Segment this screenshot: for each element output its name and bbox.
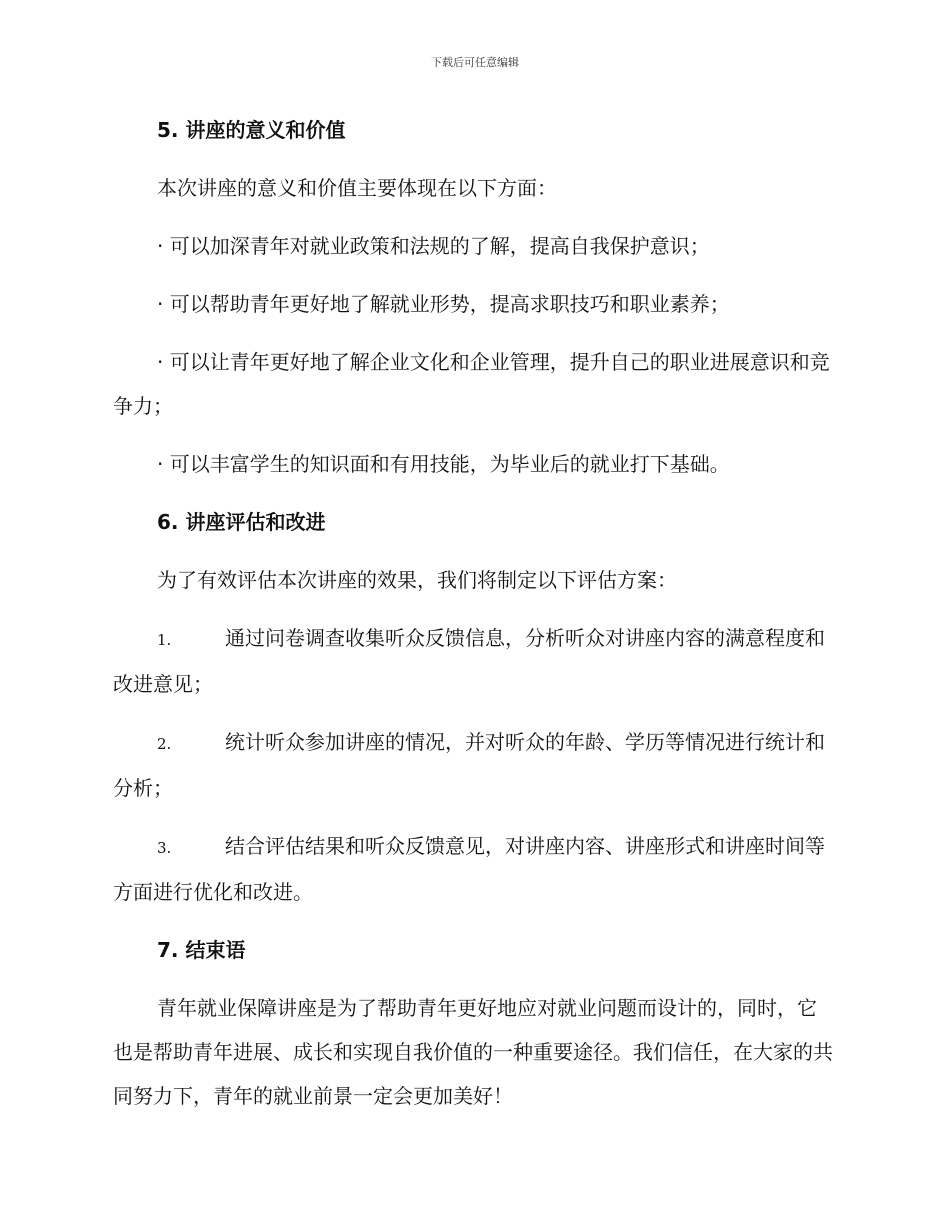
item-text: 结合评估结果和听众反馈意见，对讲座内容、讲座形式和讲座时间等方面进行优化和改进。 — [113, 834, 825, 904]
section-6-intro: 为了有效评估本次讲座的效果，我们将制定以下评估方案： — [157, 568, 677, 592]
item-number: 1. — [157, 631, 172, 649]
section-5-bullet-1: · 可以加深青年对就业政策和法规的了解，提高自我保护意识； — [157, 234, 710, 258]
item-text: 统计听众参加讲座的情况，并对听众的年龄、学历等情况进行统计和分析； — [113, 730, 825, 800]
section-5-bullet-4: · 可以丰富学生的知识面和有用技能，为毕业后的就业打下基础。 — [157, 452, 730, 476]
section-5-title: 5. 讲座的意义和价值 — [157, 118, 346, 142]
document-body — [113, 108, 835, 1118]
section-5-bullet-3: · 可以让青年更好地了解企业文化和企业管理，提升自己的职业进展意识和竞争力； — [113, 350, 830, 418]
section-7-title: 7. 结束语 — [157, 938, 246, 962]
section-6-item-1 — [113, 616, 835, 706]
section-5-intro: 本次讲座的意义和价值主要体现在以下方面： — [157, 176, 557, 200]
section-7-body: 青年就业保障讲座是为了帮助青年更好地应对就业问题而设计的，同时，它也是帮助青年进展、成长和实现自我价值的一种重要途径。我们信任，在大家的共同努力下，青年的就业前景一定会更加美好！ — [113, 996, 833, 1108]
item-text: 通过问卷调查收集听众反馈信息，分析听众对讲座内容的满意程度和改进意见； — [113, 626, 825, 696]
page-header-note: 下载后可任意编辑 — [431, 56, 519, 69]
section-6-item-2 — [113, 720, 835, 810]
section-6-item-3 — [113, 824, 835, 914]
section-6-title: 6. 讲座评估和改进 — [157, 510, 326, 534]
section-5-bullet-2: · 可以帮助青年更好地了解就业形势，提高求职技巧和职业素养； — [157, 292, 730, 316]
item-number: 3. — [157, 839, 172, 857]
item-number: 2. — [157, 735, 172, 753]
